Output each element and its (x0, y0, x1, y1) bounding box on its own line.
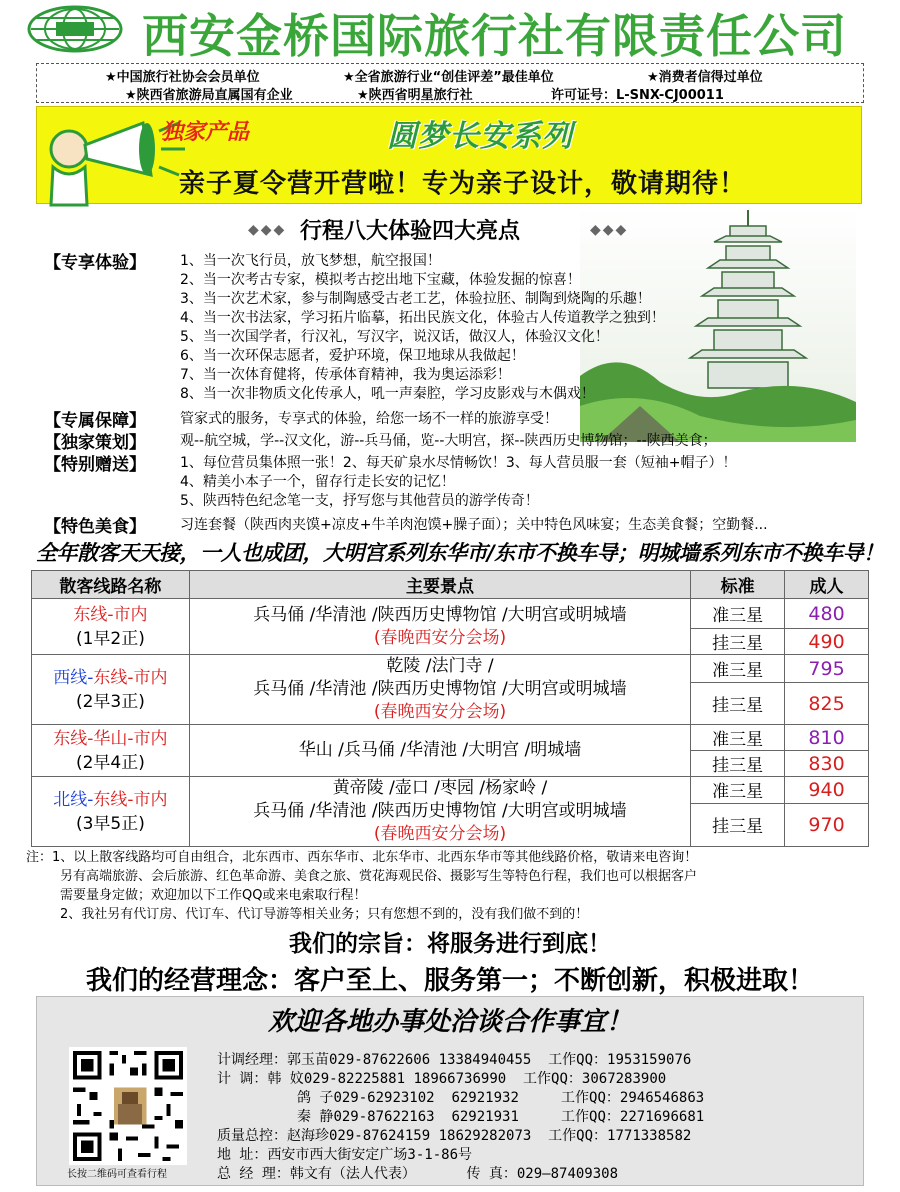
address-label: 地 址： (217, 1147, 268, 1163)
table-row (32, 655, 869, 683)
category-item: 6、当一次环保志愿者，爱护环境，保卫地球从我做起！ (180, 348, 525, 364)
contact-row (297, 1087, 704, 1107)
contact-role: 计 调： (217, 1071, 268, 1087)
fax-value: 029—87409308 (516, 1166, 619, 1182)
address-value: 西安市西大街安定广场3-1-86号 (267, 1147, 473, 1163)
price-cell: 795 (785, 655, 869, 683)
contact-role: 质量总控： (217, 1128, 287, 1144)
contact-row (217, 1049, 691, 1069)
business-philosophy: 我们的经营理念：客户至上、服务第一；不断创新，积极进取！ (85, 966, 814, 996)
standard-cell: 挂三星 (691, 629, 785, 655)
credential-item: ★陕西省旅游局直属国有企业 (125, 88, 293, 103)
credential-item: ★中国旅行社协会会员单位 (105, 70, 260, 85)
column-header: 标准 (691, 571, 785, 599)
standard-cell: 准三星 (691, 777, 785, 804)
diamond-ornament-icon: ◆◆◆ (248, 222, 287, 238)
credential-item: ★全省旅游行业“创佳评差”最佳单位 (343, 70, 554, 85)
contact-phone: 029-87622606 (329, 1052, 431, 1068)
credential-item: ★消费者信得过单位 (647, 70, 763, 85)
route-spots-cell (189, 725, 690, 777)
route-name-cell (32, 655, 190, 725)
exclusive-label: 独家产品 (161, 120, 250, 145)
routes-table (31, 570, 869, 847)
standard-cell: 挂三星 (691, 751, 785, 777)
category-label: 【专属保障】 (44, 411, 146, 431)
route-meals: (2早3正) (75, 691, 145, 712)
category-item: 管家式的服务，专享式的体验，给您一场不一样的旅游享受！ (180, 411, 558, 427)
route-spots: 兵马俑 /华清池 /陕西历史博物馆 /大明宫或明城墙 (253, 604, 627, 625)
price-cell: 830 (785, 751, 869, 777)
category-item: 3、当一次艺术家，参与制陶感受古老工艺，体验拉胚、制陶到烧陶的乐趣！ (180, 291, 651, 307)
fax-label: 传 真： (466, 1166, 517, 1182)
category-item: 1、每位营员集体照一张！2、每天矿泉水尽情畅饮！3、每人营员服一套（短袖+帽子）！ (180, 455, 737, 471)
column-header: 主要景点 (189, 571, 690, 599)
company-name: 西安金桥国际旅行社有限责任公司 (142, 9, 847, 63)
route-spots: 黄帝陵 /壶口 /枣园 /杨家岭 / (332, 778, 548, 798)
route-name: 东线-市内 (93, 789, 168, 810)
route-highlight: (春晚西安分会场) (373, 702, 507, 722)
credential-item: ★陕西省明星旅行社 (357, 88, 473, 103)
route-name: 西线- (53, 667, 94, 688)
route-name: 北线- (53, 789, 94, 810)
contact-row (217, 1068, 666, 1088)
license-number: 许可证号：L-SNX-CJ00011 (551, 88, 724, 103)
category-label: 【特色美食】 (44, 517, 146, 537)
contact-qq: 工作QQ：3067283900 (523, 1071, 667, 1087)
route-spots: 华山 /兵马俑 /华清池 /大明宫 /明城墙 (298, 740, 582, 760)
company-purpose: 我们的宗旨：将服务进行到底！ (289, 931, 611, 957)
contact-qq: 工作QQ：1771338582 (548, 1128, 692, 1144)
globe-logo-icon (26, 4, 124, 54)
address-row (217, 1144, 472, 1164)
category-item: 习连套餐（陕西肉夹馍+凉皮+牛羊肉泡馍+臊子面）；关中特色风味宴；生态美食餐；空勤餐... (180, 517, 768, 533)
contact-mobile: 62921932 (451, 1090, 519, 1106)
column-header: 散客线路名称 (32, 571, 190, 599)
category-label: 【特别赠送】 (44, 455, 146, 475)
contact-name: 郭玉苗 (287, 1052, 329, 1068)
route-highlight: (春晚西安分会场) (373, 824, 507, 844)
service-slogan: 全年散客天天接，一人也成团，大明宫系列东华市/东市不换车导；明城墙系列东市不换车导！ (36, 541, 884, 565)
contact-qq: 工作QQ：2271696681 (561, 1109, 705, 1125)
table-row (32, 725, 869, 751)
contact-phone: 029-87622163 (333, 1109, 435, 1125)
category-item: 观--航空城，学--汉文化，游--兵马俑，览--大明宫，探--陕西历史博物馆；--陕西美食； (180, 433, 717, 449)
manager-value: 韩文有（法人代表） (289, 1166, 416, 1182)
contact-name: 韩 妏 (267, 1071, 304, 1087)
category-label: 【专享体验】 (44, 253, 146, 273)
contact-qq: 工作QQ：1953159076 (548, 1052, 692, 1068)
route-name: 东线-华山-市内 (53, 728, 168, 749)
category-item: 4、精美小本子一个，留存行走长安的记忆！ (180, 474, 455, 490)
route-name-cell (32, 725, 190, 777)
series-title: 圆梦长安系列 (387, 119, 573, 154)
standard-cell: 挂三星 (691, 803, 785, 846)
route-name: 东线-市内 (93, 667, 168, 688)
note-line: 另有高端旅游、会后旅游、红色革命游、美食之旅、赏花海观民俗、摄影写生等特色行程，我们也可以根据客户 (60, 869, 698, 884)
route-name-cell (32, 777, 190, 847)
category-item: 1、当一次飞行员，放飞梦想，航空报国！ (180, 253, 441, 269)
route-highlight: (春晚西安分会场) (373, 627, 507, 648)
category-item: 5、当一次国学者，行汉礼，写汉字，说汉话，做汉人，体验汉文化！ (180, 329, 609, 345)
price-cell: 825 (785, 683, 869, 725)
price-cell: 490 (785, 629, 869, 655)
qr-code-icon[interactable] (69, 1047, 187, 1165)
standard-cell: 挂三星 (691, 683, 785, 725)
category-label: 【独家策划】 (44, 433, 146, 453)
contact-name: 鸽 子 (297, 1090, 334, 1106)
contact-phone: 029-82225881 (303, 1071, 406, 1087)
manager-row (217, 1163, 618, 1183)
contact-role: 计调经理： (217, 1052, 287, 1068)
contact-phone: 029-87624159 (329, 1128, 431, 1144)
price-cell: 480 (785, 599, 869, 629)
contact-mobile: 62921931 (451, 1109, 519, 1125)
manager-label: 总 经 理： (217, 1166, 290, 1182)
column-header: 成人 (785, 571, 869, 599)
table-row (32, 777, 869, 804)
contact-mobile: 18629282073 (438, 1128, 532, 1144)
route-meals: (1早2正) (75, 628, 145, 649)
route-meals: (3早5正) (75, 813, 145, 834)
promo-banner (36, 106, 862, 204)
standard-cell: 准三星 (691, 655, 785, 683)
route-spots-cell (189, 777, 690, 847)
contact-mobile: 18966736990 (413, 1071, 507, 1087)
contact-footer (36, 996, 864, 1186)
route-spots: 兵马俑 /华清池 /陕西历史博物馆 /大明宫或明城墙 (253, 679, 627, 699)
experiences-heading: 行程八大体验四大亮点 (300, 219, 521, 244)
contact-row (217, 1125, 691, 1145)
note-line: 注：1、以上散客线路均可自由组合，北东西市、西东华市、北东华市、北西东华市等其他线路价格，敬请来电咨询！ (26, 850, 698, 865)
category-item: 4、当一次书法家，学习拓片临摹，拓出民族文化，体验古人传道教学之独到！ (180, 310, 665, 326)
contact-qq: 工作QQ：2946546863 (561, 1090, 705, 1106)
category-item: 2、当一次考古专家，模拟考古挖出地下宝藏，体验发掘的惊喜！ (180, 272, 581, 288)
category-item: 8、当一次非物质文化传承人，吼一声秦腔，学习皮影戏与木偶戏！ (180, 386, 595, 402)
table-header-row (32, 571, 869, 599)
note-line: 2、我社另有代订房、代订车、代订导游等相关业务；只有您想不到的，没有我们做不到的！ (60, 907, 589, 922)
contact-row (297, 1106, 704, 1126)
diamond-ornament-icon: ◆◆◆ (590, 222, 629, 238)
route-meals: (2早4正) (75, 752, 145, 773)
contact-name: 秦 静 (297, 1109, 334, 1125)
banner-tagline: 亲子夏令营开营啦！专为亲子设计，敬请期待！ (179, 169, 747, 199)
price-cell: 940 (785, 777, 869, 804)
contact-phone: 029-62923102 (333, 1090, 435, 1106)
note-line: 需要量身定做；欢迎加以下工作QQ或来电索取行程！ (60, 888, 367, 903)
contact-mobile: 13384940455 (438, 1052, 532, 1068)
contact-name: 赵海珍 (287, 1128, 329, 1144)
credentials-box (36, 63, 864, 103)
route-spots-cell (189, 655, 690, 725)
standard-cell: 准三星 (691, 599, 785, 629)
price-cell: 810 (785, 725, 869, 751)
welcome-heading: 欢迎各地办事处洽谈合作事宜！ (267, 1007, 632, 1037)
category-item: 5、陕西特色纪念笔一支，抒写您与其他营员的游学传奇！ (180, 493, 539, 509)
standard-cell: 准三星 (691, 725, 785, 751)
category-item: 7、当一次体育健将，传承体育精神，我为奥运添彩！ (180, 367, 511, 383)
route-spots: 乾陵 /法门寺 / (386, 656, 494, 676)
qr-caption: 长按二维码可查看行程 (67, 1169, 167, 1180)
route-spots: 兵马俑 /华清池 /陕西历史博物馆 /大明宫或明城墙 (253, 801, 627, 821)
route-name-cell (32, 599, 190, 655)
route-name: 东线-市内 (73, 604, 148, 625)
header (0, 0, 900, 62)
price-cell: 970 (785, 803, 869, 846)
route-spots-cell (189, 599, 690, 655)
experiences-title (248, 214, 644, 246)
table-row (32, 599, 869, 629)
